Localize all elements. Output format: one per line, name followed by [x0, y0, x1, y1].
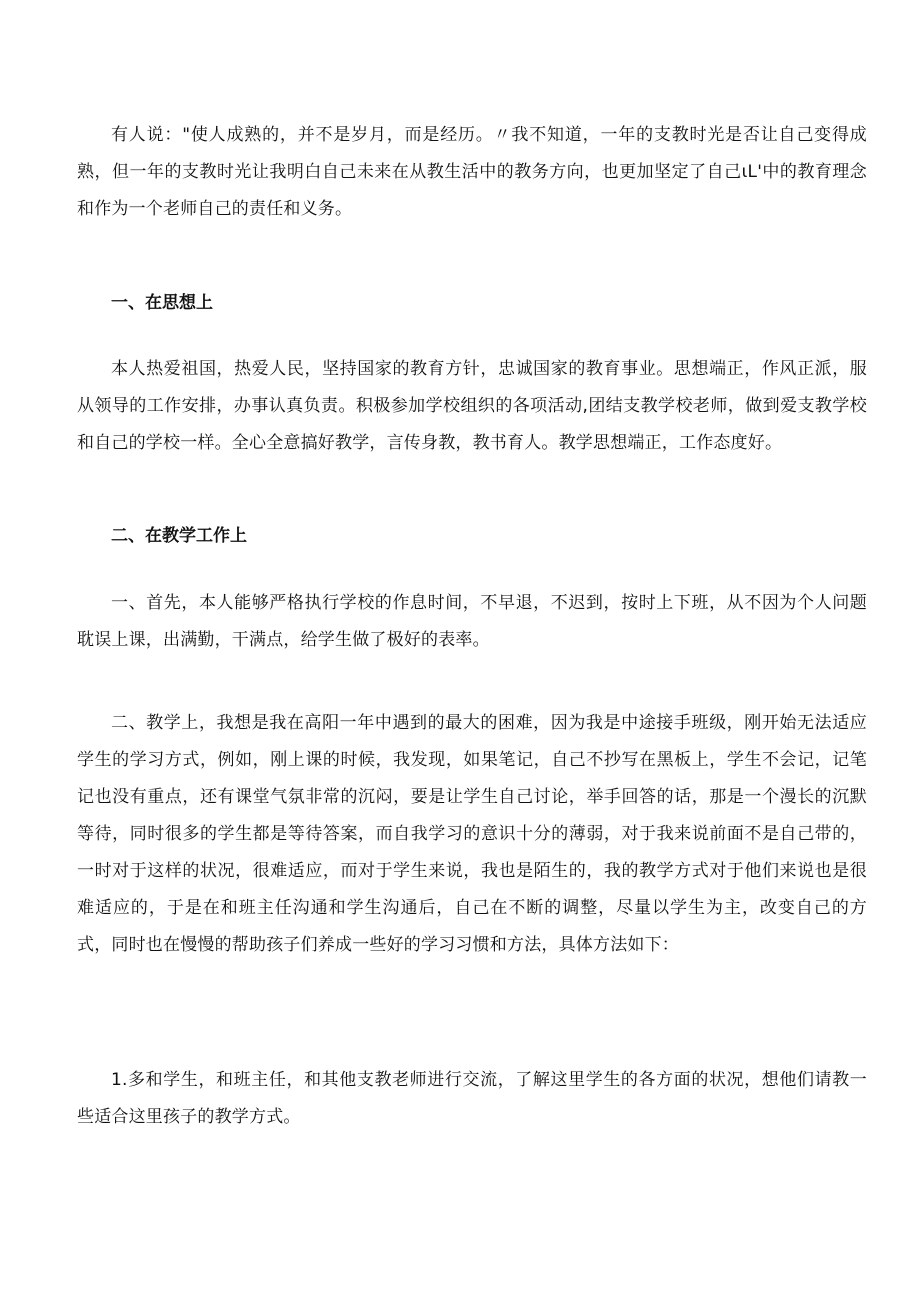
section-heading-ideology: 一、在思想上: [111, 293, 213, 313]
teaching-second-paragraph: 二、教学上，我想是我在高阳一年中遇到的最大的困难，因为我是中途接手班级，刚开始无法适应学生的学习方式，例如，刚上课的时候，我发现，如果笔记，自己不抄写在黑板上，学生不会记，记笔记也没有重点，还有课堂气氛非常的沉闷，要是让学生自己讨论，举手回答的话，那是一个漫长的沉默等待，同时很多的学生都是等待答案，而自我学习的意识十分的薄弱，对于我来说前面不是自己带的，一时对于这样的状况，很难适应，而对于学生来说，我也是陌生的，我的教学方式对于他们来说也是很难适应的，于是在和班主任沟通和学生沟通后，自己在不断的调整，尽量以学生为主，改变自己的方式，同时也在慢慢的帮助孩子们养成一些好的学习习惯和方法，具体方法如下：: [77, 713, 867, 955]
intro-paragraph: 有人说："使人成熟的，并不是岁月，而是经历。〃我不知道，一年的支教时光是否让自己变得成熟，但一年的支教时光让我明白自己未来在从教生活中的教务方向，也更加坚定了自己ιL'中的教育理念和作为一个老师自己的责任和义务。: [77, 125, 867, 219]
teaching-first-paragraph: 一、首先，本人能够严格执行学校的作息时间，不早退，不迟到，按时上下班，从不因为个人问题耽误上课，出满勤，干满点，给学生做了极好的表率。: [77, 593, 867, 650]
ideology-paragraph: 本人热爱祖国，热爱人民，坚持国家的教育方针，忠诚国家的教育事业。思想端正，作风正派，服从领导的工作安排，办事认真负责。积极参加学校组织的各项活动,团结支教学校老师，做到爱支教学校和自己的学校一样。全心全意搞好教学，言传身教，教书育人。教学思想端正，工作态度好。: [77, 359, 867, 453]
section-heading-teaching: 二、在教学工作上: [111, 526, 247, 546]
method-one-paragraph: 1.多和学生，和班主任，和其他支教老师进行交流，了解这里学生的各方面的状况，想他们请教一些适合这里孩子的教学方式。: [77, 1070, 867, 1127]
